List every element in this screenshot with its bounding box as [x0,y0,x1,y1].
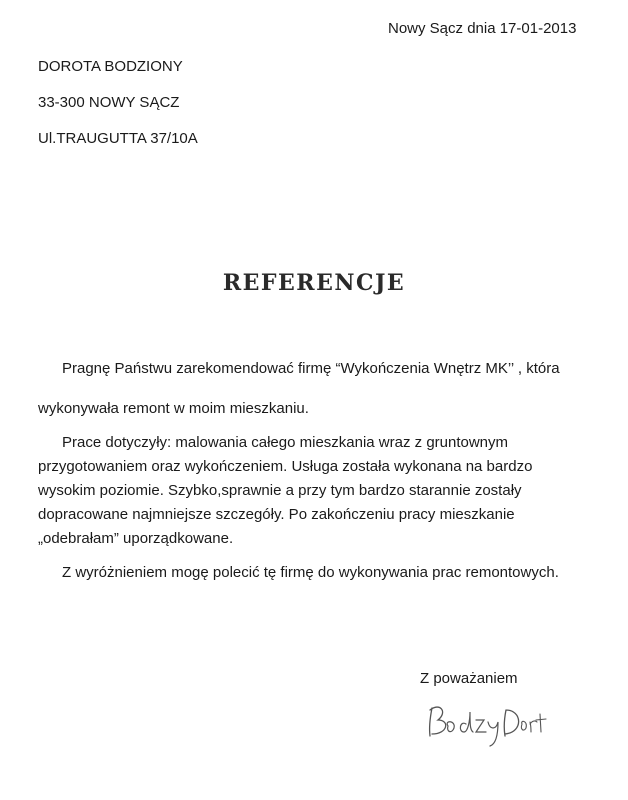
paragraph-1-line-1: Pragnę Państwu zarekomendować firmę “Wykończenia Wnętrz MK’’ , która [62,360,560,377]
sender-city: 33-300 NOWY SĄCZ [38,94,180,111]
document-title: REFERENCJE [222,270,406,296]
paragraph-2-line-3: wysokim poziomie. Szybko,sprawnie a przy tym bardzo starannie zostały [38,482,522,499]
sender-street: Ul.TRAUGUTTA 37/10A [38,130,198,147]
closing-phrase: Z poważaniem [420,670,518,687]
paragraph-2-line-5: „odebrałam” uporządkowane. [38,530,234,547]
signature-icon [410,690,550,750]
paragraph-2-line-1: Prace dotyczyły: malowania całego mieszkania wraz z gruntownym [62,434,509,451]
paragraph-1-line-2: wykonywała remont w moim mieszkaniu. [38,400,309,417]
place-and-date: Nowy Sącz dnia 17-01-2013 [388,20,577,37]
paragraph-3-line-1: Z wyróżnieniem mogę polecić tę firmę do wykonywania prac remontowych. [62,564,559,581]
paragraph-2-line-2: przygotowaniem oraz wykończeniem. Usługa została wykonana na bardzo [38,458,533,475]
sender-name: DOROTA BODZIONY [38,58,183,75]
paragraph-2-line-4: dopracowane najmniejsze szczegóły. Po zakończeniu pracy mieszkanie [38,506,515,523]
